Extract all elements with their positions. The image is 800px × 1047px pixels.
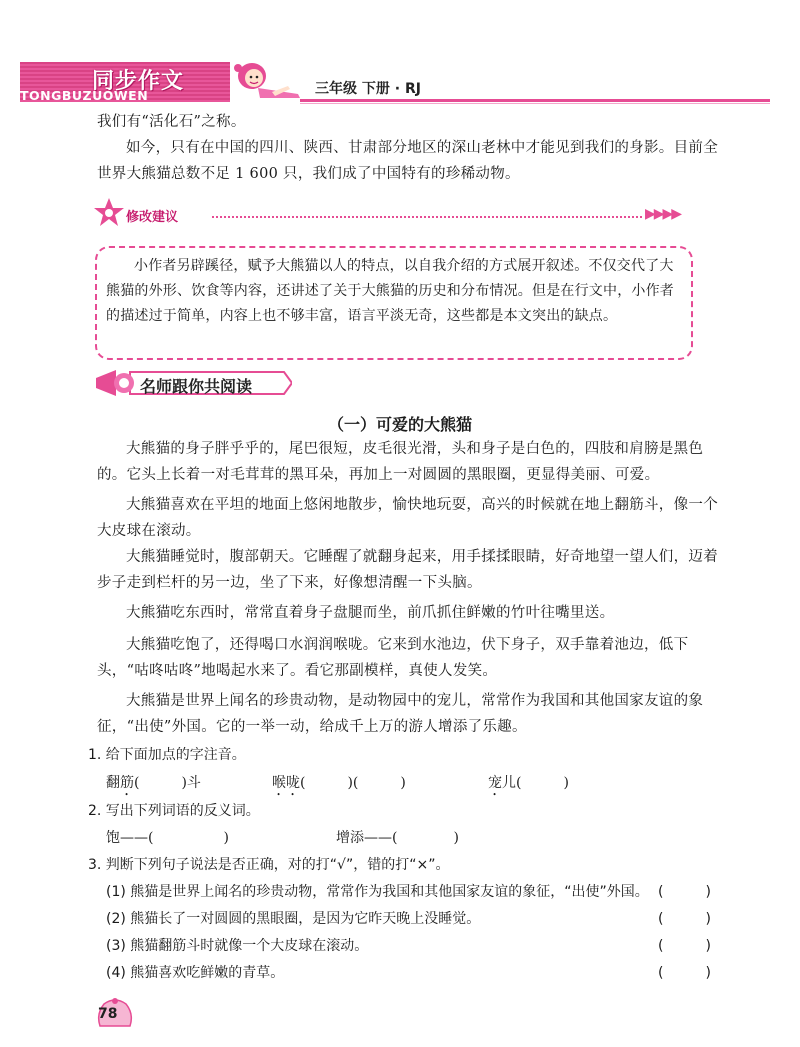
- cartoon-girl-icon: [228, 58, 312, 104]
- question-2: 2. 写出下列词语的反义词。: [88, 803, 260, 819]
- q2-item-zengtian: 增添——( ): [336, 830, 459, 846]
- q2-item-bao: 饱——( ): [106, 830, 229, 846]
- story-paragraph-4: 大熊猫吃东西时，常常直着身子盘腿而坐，前爪抓住鲜嫩的竹叶往嘴里送。: [126, 605, 615, 621]
- q1-item-fanjin: 翻筋( )斗: [106, 775, 201, 791]
- story-paragraph-3: 大熊猫睡觉时，腹部朝天。它睡醒了就翻身起来，用手揉揉眼睛，好奇地望一望人们，迈着步子走到栏杆的另一边，坐了下来，好像想清醒一下头脑。: [97, 549, 718, 591]
- reading-section-title: 名师跟你共阅读: [140, 377, 253, 396]
- revise-title: 修改建议: [126, 210, 179, 225]
- story-paragraph-1: 大熊猫的身子胖乎乎的，尾巴很短，皮毛很光滑，头和身子是白色的，四肢和肩膀是黑色的。它头上长着一对毛茸茸的黑耳朵，再加上一对圆圆的黑眼圈，更显得美丽、可爱。: [97, 441, 704, 483]
- story-paragraph-5: 大熊猫吃饱了，还得喝口水润润喉咙。它来到水池边，伏下身子，双手靠着池边，低下头，“咕咚咕咚”地喝起水来了。看它那副模样，真使人发笑。: [97, 637, 689, 679]
- intro-line: 我们有“活化石”之称。: [97, 114, 246, 130]
- q3-blank-1[interactable]: ( ): [658, 884, 711, 900]
- grade-label: 三年级 下册 · RJ: [315, 81, 421, 97]
- q3-item-2: (2) 熊猫长了一对圆圆的黑眼圈，是因为它昨天晚上没睡觉。: [106, 911, 481, 927]
- header-rule-thin: [300, 103, 770, 104]
- q3-blank-4[interactable]: ( ): [658, 965, 711, 981]
- question-3: 3. 判断下列句子说法是否正确，对的打“√”，错的打“×”。: [88, 857, 450, 873]
- q3-item-4: (4) 熊猫喜欢吃鲜嫩的青草。: [106, 965, 285, 981]
- story-paragraph-2: 大熊猫喜欢在平坦的地面上悠闲地散步，愉快地玩耍，高兴的时候就在地上翻筋斗，像一个大皮球在滚动。: [97, 497, 718, 539]
- q3-blank-3[interactable]: ( ): [658, 938, 711, 954]
- q1-item-chonger: 宠儿( ): [488, 775, 569, 791]
- q3-item-3: (3) 熊猫翻筋斗时就像一个大皮球在滚动。: [106, 938, 369, 954]
- intro-paragraph: 如今，只有在中国的四川、陕西、甘肃部分地区的深山老林中才能见到我们的身影。目前全世界大熊猫总数不足 1 600 只，我们成了中国特有的珍稀动物。: [97, 140, 718, 182]
- logo-title: 同步作文: [92, 69, 185, 94]
- q3-item-1: (1) 熊猫是世界上闻名的珍贵动物，常常作为我国和其他国家友谊的象征，“出使”外国。: [106, 884, 649, 900]
- story-title: （一）可爱的大熊猫: [327, 415, 472, 434]
- header-rule: [300, 99, 770, 102]
- question-1: 1. 给下面加点的字注音。: [88, 747, 246, 763]
- story-paragraph-6: 大熊猫是世界上闻名的珍贵动物，是动物园中的宠儿，常常作为我国和其他国家友谊的象征，“出使”外国。它的一举一动，给成千上万的游人增添了乐趣。: [97, 693, 704, 735]
- logo-subtitle: TONGBUZUOWEN: [20, 88, 149, 103]
- revise-dotted-rule: [212, 216, 642, 218]
- page-number: 78: [98, 1006, 118, 1022]
- star-icon: [92, 196, 126, 228]
- revise-text: 小作者另辟蹊径，赋予大熊猫以人的特点，以自我介绍的方式展开叙述。不仅交代了大熊猫的外形、饮食等内容，还讲述了关于大熊猫的历史和分布情况。但是在行文中，小作者的描述过于简单，内容上也不够丰富，语言平淡无奇，这些都是本文突出的缺点。: [106, 258, 674, 324]
- q1-item-houlong: 喉咙( )( ): [272, 775, 406, 791]
- arrow-icon: ▶▶▶▶: [645, 206, 681, 222]
- q3-blank-2[interactable]: ( ): [658, 911, 711, 927]
